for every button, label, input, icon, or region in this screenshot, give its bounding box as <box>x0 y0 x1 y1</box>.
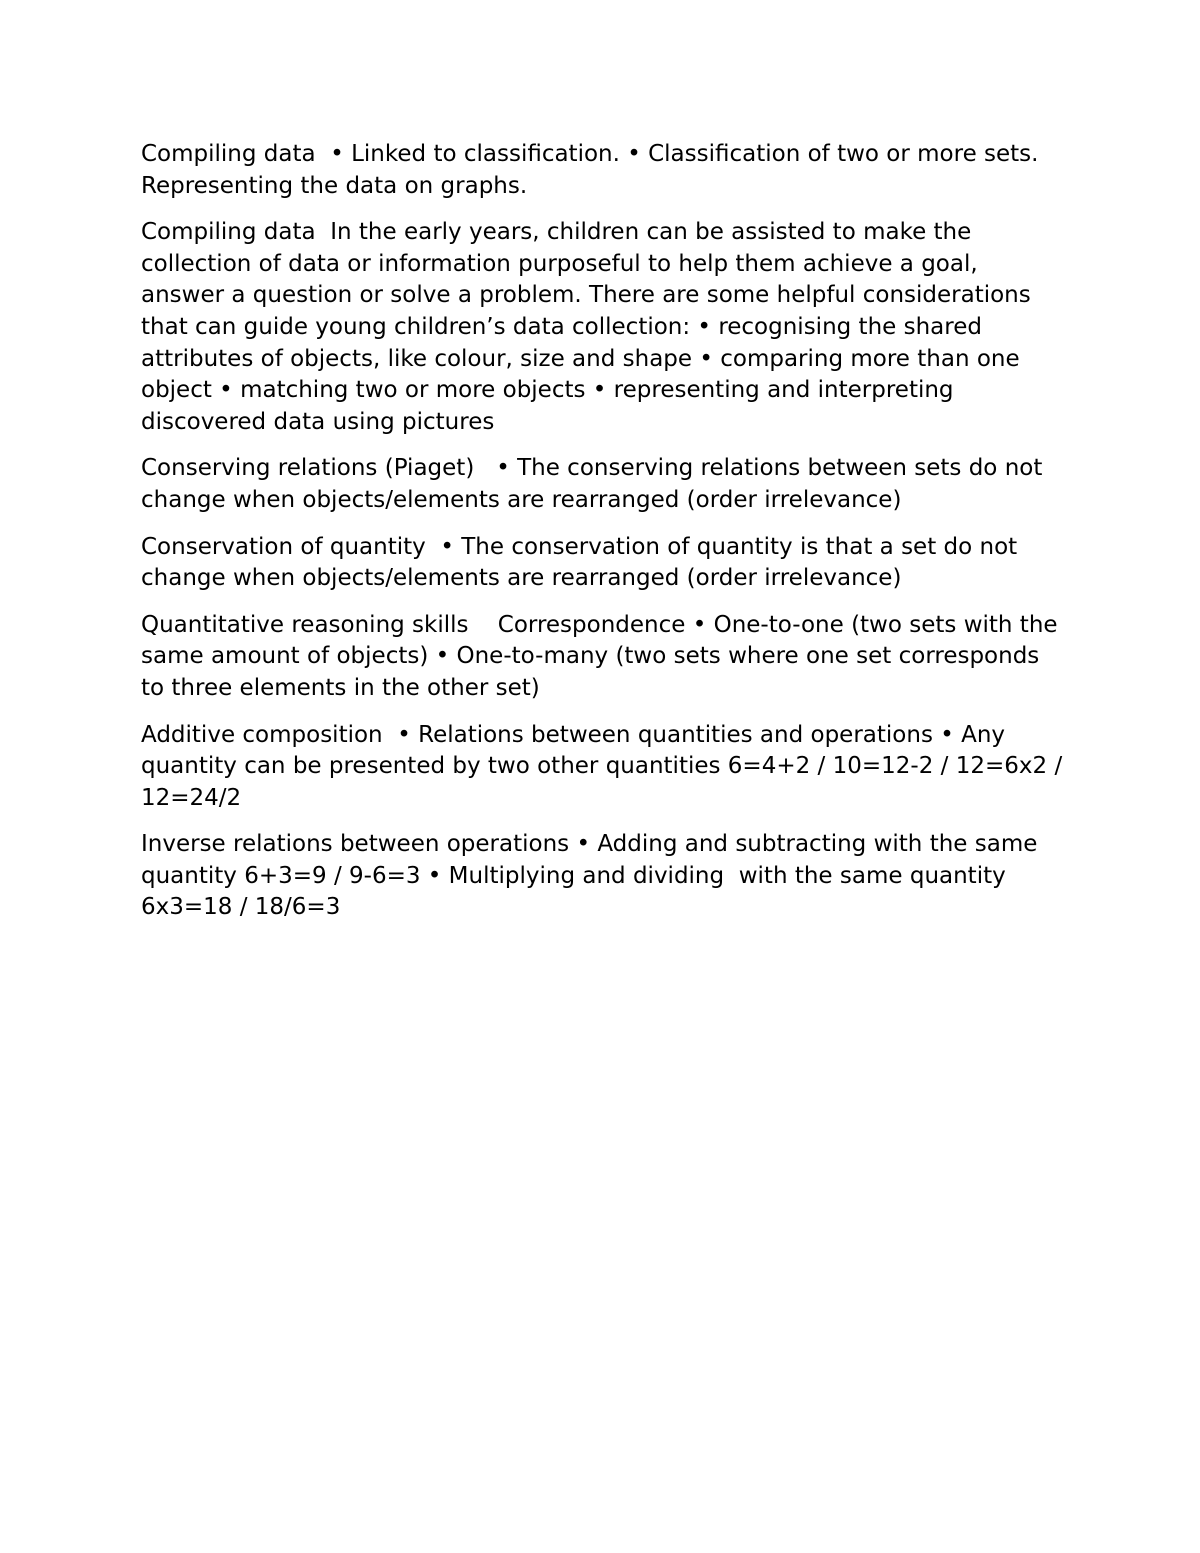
paragraph-inverse-relations: Inverse relations between operations • Adding and subtracting with the same quantity 6+3=9 / 9-6=3 • Multiplying and dividing with the same quantity 6x3=18 / 18/6=3 <box>141 831 1045 921</box>
paragraph-compiling-data-early-years: Compiling data In the early years, children can be assisted to make the collection of data or information purposeful to help them achieve a goal, answer a question or solve a problem. There are some helpful considerations that can guide young children’s data collection: • recognising the shared attributes of objects, like colour, size and shape • comparing more than one object • matching two or more objects • representing and interpreting discovered data using pictures <box>141 219 1039 435</box>
paragraph-compiling-data-classification: Compiling data • Linked to classification. • Classification of two or more sets. Representing the data on graphs. <box>141 141 1046 199</box>
paragraph-conservation-of-quantity: Conservation of quantity • The conservation of quantity is that a set do not change when objects/elements are rearranged (order irrelevance) <box>141 533 1025 592</box>
paragraph-conserving-relations: Conserving relations (Piaget) • The conserving relations between sets do not change when objects/elements are rearranged (order irrelevance) <box>141 455 1050 513</box>
document-body <box>141 139 1070 939</box>
paragraph-additive-composition: Additive composition • Relations between quantities and operations • Any quantity can be presented by two other quantities 6=4+2 / 10=12-2 / 12=6x2 / 12=24/2 <box>141 721 1070 811</box>
paragraph-quantitative-reasoning: Quantitative reasoning skills Correspondence • One-to-one (two sets with the same amount of objects) • One-to-many (two sets where one set corresponds to three elements in the other set) <box>141 611 1065 701</box>
